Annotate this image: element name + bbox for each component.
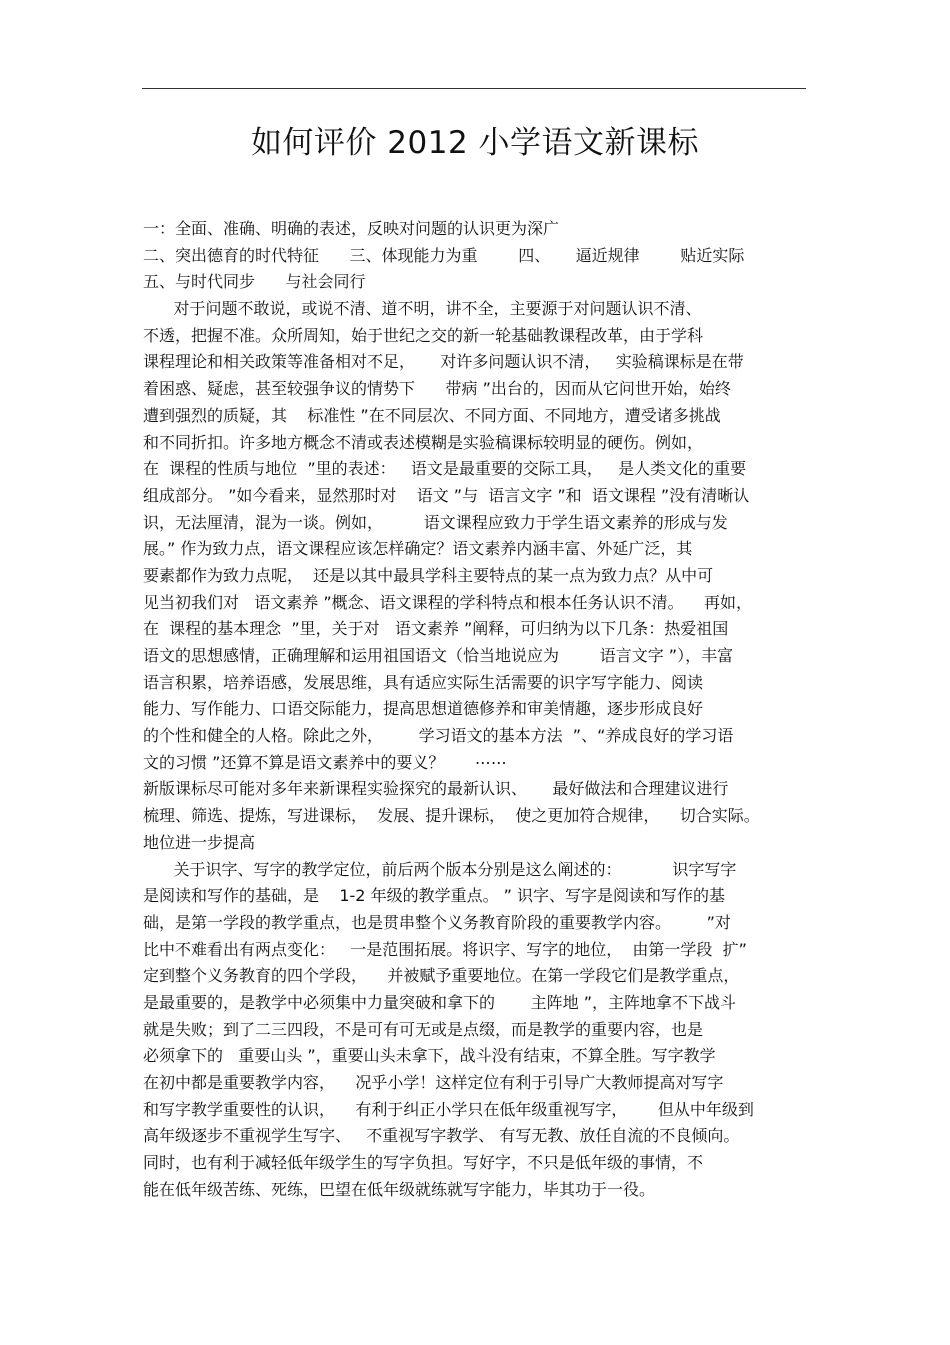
header-divider (142, 88, 806, 89)
body-text-line: 在 课程的基本理念 ”里，关于对 语文素养 ”阐释，可归纳为以下几条：热爱祖国 (143, 619, 729, 639)
body-text-line: 要素都作为致力点呢， 还是以其中最具学科主要特点的某一点为致力点？从中可 (143, 565, 714, 585)
body-text-line: 在 课程的性质与地位 ”里的表述： 语文是最重要的交际工具， 是人类文化的重要 (143, 459, 747, 479)
body-text-line: 课程理论和相关政策等准备相对不足， 对许多问题认识不清， 实验稿课标是在带 (143, 352, 744, 372)
body-text-line: 在初中都是重要教学内容， 况乎小学！这样定位有利于引导广大教师提高对写字 (143, 1073, 724, 1092)
body-text-line: 梳理、筛选、提炼，写进课标， 发展、提升课标， 使之更加符合规律， 切合实际。 (143, 806, 760, 826)
body-text-line: 定到整个义务教育的四个学段， 并被赋予重要地位。在第一学段它们是教学重点， (143, 966, 740, 986)
body-text-line: 二、突出德育的时代特征 三、体现能力为重 四、 逼近规律 贴近实际 (143, 245, 745, 265)
document-title: 如何评价 2012 小学语文新课标 (250, 125, 700, 161)
body-text-line: 文的习惯 ”还算不算是语文素养中的要义？ ⋯⋯ (143, 752, 507, 772)
body-text-line: 对于问题不敢说，或说不清、道不明，讲不全，主要源于对问题认识不清、 (143, 299, 702, 319)
body-text-line: 不透，把握不准。众所周知，始于世纪之交的新一轮基础教课程改革，由于学科 (143, 325, 704, 345)
body-text-line: 是阅读和写作的基础，是 1-2 年级的教学重点。 ” 识字、写字是阅读和写作的基 (143, 886, 726, 906)
body-text-line: 语文的思想感情，正确理解和运用祖国语文（恰当地说应为 语言文字 ”），丰富 (143, 646, 734, 665)
body-text-line: 一：全面、准确、明确的表述，反映对问题的认识更为深广 (143, 219, 560, 238)
body-text-line: 五、与时代同步 与社会同行 (143, 272, 366, 292)
body-text-line: 比中不难看出有两点变化： 一是范围拓展。将识字、写字的地位， 由第一学段 扩” (143, 939, 747, 959)
body-text-line: 和写字教学重要性的认识， 有利于纠正小学只在低年级重视写字， 但从中年级到 (143, 1099, 754, 1119)
body-text-line: 同时，也有利于减轻低年级学生的写字负担。写好字，不只是低年级的事情，不 (143, 1153, 704, 1173)
body-text-line: 能在低年级苦练、死练，巴望在低年级就练就写字能力，毕其功于一役。 (143, 1179, 656, 1199)
document-body (143, 216, 813, 1203)
body-text-line: 能力、写作能力、口语交际能力，提高思想道德修养和审美情趣，逐步形成良好 (143, 699, 704, 719)
body-text-line: 语言积累，培养语感，发展思维，具有适应实际生活需要的识字写字能力、阅读 (143, 672, 704, 692)
body-text-line: 关于识字、写字的教学定位，前后两个版本分别是这么阐述的： 识字写字 (143, 859, 737, 879)
body-text-line: 见当初我们对 语文素养 ”概念、语文课程的学科特点和根本任务认识不清。 再如， (143, 592, 752, 612)
body-text-line: 遭到强烈的质疑，其 标准性 ”在不同层次、不同方面、不同地方，遭受诸多挑战 (143, 405, 721, 425)
body-text-line: 识，无法厘清，混为一谈。例如， 语文课程应致力于学生语文素养的形成与发 (143, 512, 728, 532)
body-text-line: 和不同折扣。许多地方概念不清或表述模糊是实验稿课标较明显的硬伤。例如， (143, 432, 704, 452)
body-text-line: 新版课标尽可能对多年来新课程实验探究的最新认识、 最好做法和合理建议进行 (143, 779, 729, 799)
body-text-line: 着困惑、疑虑，甚至较强争议的情势下 带病 ”出台的，因而从它问世开始，始终 (143, 379, 731, 399)
body-text-line: 高年级逐步不重视学生写字、 不重视写字教学、 有写无教、放任自流的不良倾向。 (143, 1126, 740, 1146)
body-text-line: 必须拿下的 重要山头 ”，重要山头未拿下，战斗没有结束，不算全胜。写字教学 (143, 1046, 716, 1066)
body-text-line: 就是失败；到了二三四段，不是可有可无或是点缀，而是教学的重要内容，也是 (143, 1019, 704, 1039)
body-text-line: 的个性和健全的人格。除此之外， 学习语文的基本方法 ”、“养成良好的学习语 (143, 726, 734, 746)
body-text-line: 展。” 作为致力点，语文课程应该怎样确定？语文素养内涵丰富、外延广泛，其 (143, 539, 693, 559)
body-text-line: 是最重要的，是教学中必须集中力量突破和拿下的 主阵地 ”，主阵地拿不下战斗 (143, 992, 736, 1012)
body-text-line: 组成部分。 ”如今看来，显然那时对 语文 ”与 语言文字 ”和 语文课程 ”没有清晰认 (143, 485, 750, 505)
body-text-line: 础，是第一学段的教学重点，也是贯串整个义务教育阶段的重要教学内容。 ”对 (143, 912, 731, 932)
body-text-line: 地位进一步提高 (143, 832, 256, 852)
